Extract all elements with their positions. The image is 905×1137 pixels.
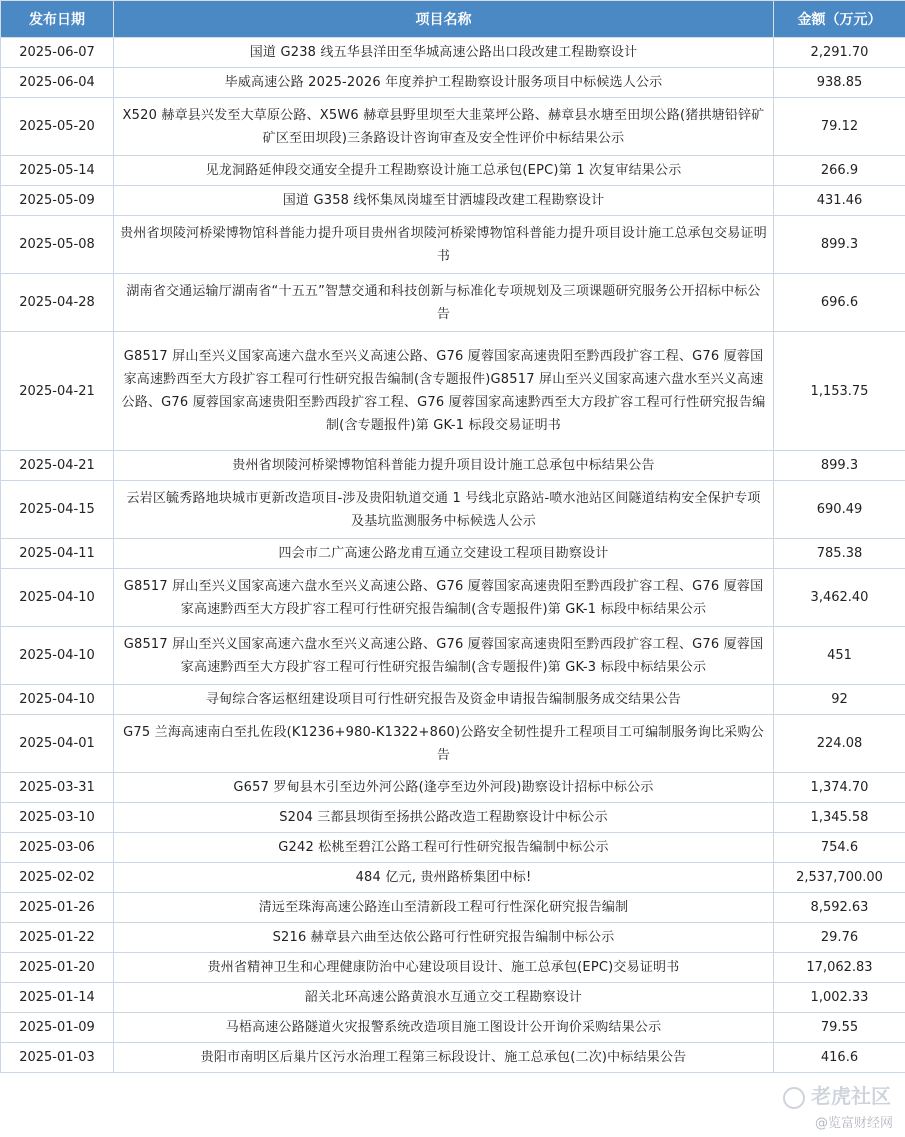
cell-date: 2025-04-10	[1, 569, 114, 627]
cell-amount: 79.55	[774, 1013, 905, 1043]
table-row	[1, 216, 905, 274]
cell-date: 2025-05-08	[1, 216, 114, 274]
cell-date: 2025-05-14	[1, 156, 114, 186]
cell-date: 2025-04-11	[1, 539, 114, 569]
cell-date: 2025-01-09	[1, 1013, 114, 1043]
cell-date: 2025-02-02	[1, 863, 114, 893]
cell-date: 2025-04-15	[1, 481, 114, 539]
cell-name: G75 兰海高速南白至扎佐段(K1236+980-K1322+860)公路安全韧性提升工程项目工可编制服务询比采购公告	[114, 715, 774, 773]
table-row	[1, 685, 905, 715]
cell-name: 四会市二广高速公路龙甫互通立交建设工程项目勘察设计	[114, 539, 774, 569]
cell-name: G8517 屏山至兴义国家高速六盘水至兴义高速公路、G76 厦蓉国家高速贵阳至黔西段扩容工程、G76 厦蓉国家高速黔西至大方段扩容工程可行性研究报告编制(含专题报件)第 GK-1 标段中标结果公示	[114, 569, 774, 627]
cell-amount: 451	[774, 627, 905, 685]
table-row	[1, 893, 905, 923]
cell-amount: 690.49	[774, 481, 905, 539]
table-row	[1, 539, 905, 569]
cell-date: 2025-03-10	[1, 803, 114, 833]
cell-amount: 8,592.63	[774, 893, 905, 923]
table-row	[1, 1043, 905, 1073]
cell-name: 湖南省交通运输厅湖南省“十五五”智慧交通和科技创新与标准化专项规划及三项课题研究服务公开招标中标公告	[114, 274, 774, 332]
cell-name: S216 赫章县六曲至达依公路可行性研究报告编制中标公示	[114, 923, 774, 953]
cell-name: 国道 G238 线五华县洋田至华城高速公路出口段改建工程勘察设计	[114, 38, 774, 68]
table-row	[1, 451, 905, 481]
cell-date: 2025-01-26	[1, 893, 114, 923]
table-row	[1, 627, 905, 685]
table-row	[1, 923, 905, 953]
table-body	[1, 38, 905, 1073]
watermark-source: @览富财经网	[814, 1116, 893, 1131]
cell-name: 贵阳市南明区后巢片区污水治理工程第三标段设计、施工总承包(二次)中标结果公告	[114, 1043, 774, 1073]
cell-amount: 1,002.33	[774, 983, 905, 1013]
cell-date: 2025-06-07	[1, 38, 114, 68]
table-row	[1, 773, 905, 803]
cell-amount: 224.08	[774, 715, 905, 773]
cell-date: 2025-01-03	[1, 1043, 114, 1073]
cell-date: 2025-06-04	[1, 68, 114, 98]
header-row	[1, 1, 905, 38]
header-date: 发布日期	[1, 1, 114, 38]
cell-date: 2025-04-01	[1, 715, 114, 773]
cell-date: 2025-05-09	[1, 186, 114, 216]
cell-amount: 266.9	[774, 156, 905, 186]
table-row	[1, 186, 905, 216]
table-row	[1, 98, 905, 156]
cell-date: 2025-01-14	[1, 983, 114, 1013]
table-row	[1, 833, 905, 863]
cell-name: G8517 屏山至兴义国家高速六盘水至兴义高速公路、G76 厦蓉国家高速贵阳至黔西段扩容工程、G76 厦蓉国家高速黔西至大方段扩容工程可行性研究报告编制(含专题报件)G8517 屏山至兴义国家高速六盘水至兴义高速公路、G76 厦蓉国家高速贵阳至黔西段扩容工程、G76 厦蓉国家高速黔西至大方段扩容工程可行性研究报告编制(含专题报件)第 GK-1 标段交易证明书	[114, 332, 774, 451]
cell-name: S204 三都县坝街至扬拱公路改造工程勘察设计中标公示	[114, 803, 774, 833]
cell-amount: 1,153.75	[774, 332, 905, 451]
cell-amount: 3,462.40	[774, 569, 905, 627]
table-row	[1, 715, 905, 773]
cell-name: 韶关北环高速公路黄浪水互通立交工程勘察设计	[114, 983, 774, 1013]
cell-date: 2025-04-10	[1, 627, 114, 685]
cell-name: 云岩区毓秀路地块城市更新改造项目-涉及贵阳轨道交通 1 号线北京路站-喷水池站区间隧道结构安全保护专项及基坑监测服务中标候选人公示	[114, 481, 774, 539]
cell-name: 贵州省坝陵河桥梁博物馆科普能力提升项目设计施工总承包中标结果公告	[114, 451, 774, 481]
cell-name: G657 罗甸县木引至边外河公路(逢亭至边外河段)勘察设计招标中标公示	[114, 773, 774, 803]
cell-name: 484 亿元, 贵州路桥集团中标!	[114, 863, 774, 893]
cell-amount: 416.6	[774, 1043, 905, 1073]
tiger-logo-icon	[783, 1087, 805, 1109]
cell-date: 2025-05-20	[1, 98, 114, 156]
cell-name: 寻甸综合客运枢纽建设项目可行性研究报告及资金申请报告编制服务成交结果公告	[114, 685, 774, 715]
cell-amount: 938.85	[774, 68, 905, 98]
table-row	[1, 68, 905, 98]
cell-amount: 92	[774, 685, 905, 715]
table-row	[1, 274, 905, 332]
table-row	[1, 38, 905, 68]
watermark-brand: 老虎社区	[811, 1084, 891, 1108]
cell-amount: 899.3	[774, 216, 905, 274]
watermark	[783, 1080, 891, 1109]
cell-date: 2025-03-06	[1, 833, 114, 863]
header-name: 项目名称	[114, 1, 774, 38]
table-row	[1, 1013, 905, 1043]
header-amount: 金额（万元）	[774, 1, 905, 38]
cell-name: 清远至珠海高速公路连山至清新段工程可行性深化研究报告编制	[114, 893, 774, 923]
cell-name: 贵州省坝陵河桥梁博物馆科普能力提升项目贵州省坝陵河桥梁博物馆科普能力提升项目设计施工总承包交易证明书	[114, 216, 774, 274]
cell-amount: 2,291.70	[774, 38, 905, 68]
cell-amount: 431.46	[774, 186, 905, 216]
cell-date: 2025-04-10	[1, 685, 114, 715]
cell-amount: 29.76	[774, 923, 905, 953]
table-row	[1, 983, 905, 1013]
cell-name: G8517 屏山至兴义国家高速六盘水至兴义高速公路、G76 厦蓉国家高速贵阳至黔西段扩容工程、G76 厦蓉国家高速黔西至大方段扩容工程可行性研究报告编制(含专题报件)第 GK-3 标段中标结果公示	[114, 627, 774, 685]
cell-date: 2025-04-28	[1, 274, 114, 332]
cell-date: 2025-04-21	[1, 332, 114, 451]
cell-date: 2025-01-22	[1, 923, 114, 953]
cell-amount: 1,345.58	[774, 803, 905, 833]
table-row	[1, 863, 905, 893]
cell-name: 见龙洞路延伸段交通安全提升工程勘察设计施工总承包(EPC)第 1 次复审结果公示	[114, 156, 774, 186]
cell-amount: 754.6	[774, 833, 905, 863]
table-row	[1, 332, 905, 451]
cell-amount: 785.38	[774, 539, 905, 569]
cell-amount: 17,062.83	[774, 953, 905, 983]
cell-amount: 696.6	[774, 274, 905, 332]
table-row	[1, 481, 905, 539]
cell-date: 2025-04-21	[1, 451, 114, 481]
table-row	[1, 156, 905, 186]
cell-amount: 79.12	[774, 98, 905, 156]
cell-amount: 2,537,700.00	[774, 863, 905, 893]
cell-name: 毕威高速公路 2025-2026 年度养护工程勘察设计服务项目中标候选人公示	[114, 68, 774, 98]
cell-date: 2025-03-31	[1, 773, 114, 803]
cell-date: 2025-01-20	[1, 953, 114, 983]
cell-amount: 1,374.70	[774, 773, 905, 803]
cell-amount: 899.3	[774, 451, 905, 481]
table-row	[1, 803, 905, 833]
table-row	[1, 953, 905, 983]
cell-name: G242 松桃至碧江公路工程可行性研究报告编制中标公示	[114, 833, 774, 863]
table-row	[1, 569, 905, 627]
cell-name: 马梧高速公路隧道火灾报警系统改造项目施工图设计公开询价采购结果公示	[114, 1013, 774, 1043]
cell-name: X520 赫章县兴发至大草原公路、X5W6 赫章县野里坝至大韭菜坪公路、赫章县水塘至田坝公路(猪拱塘铅锌矿矿区至田坝段)三条路设计咨询审查及安全性评价中标结果公示	[114, 98, 774, 156]
cell-name: 国道 G358 线怀集凤岗墟至甘洒墟段改建工程勘察设计	[114, 186, 774, 216]
cell-name: 贵州省精神卫生和心理健康防治中心建设项目设计、施工总承包(EPC)交易证明书	[114, 953, 774, 983]
